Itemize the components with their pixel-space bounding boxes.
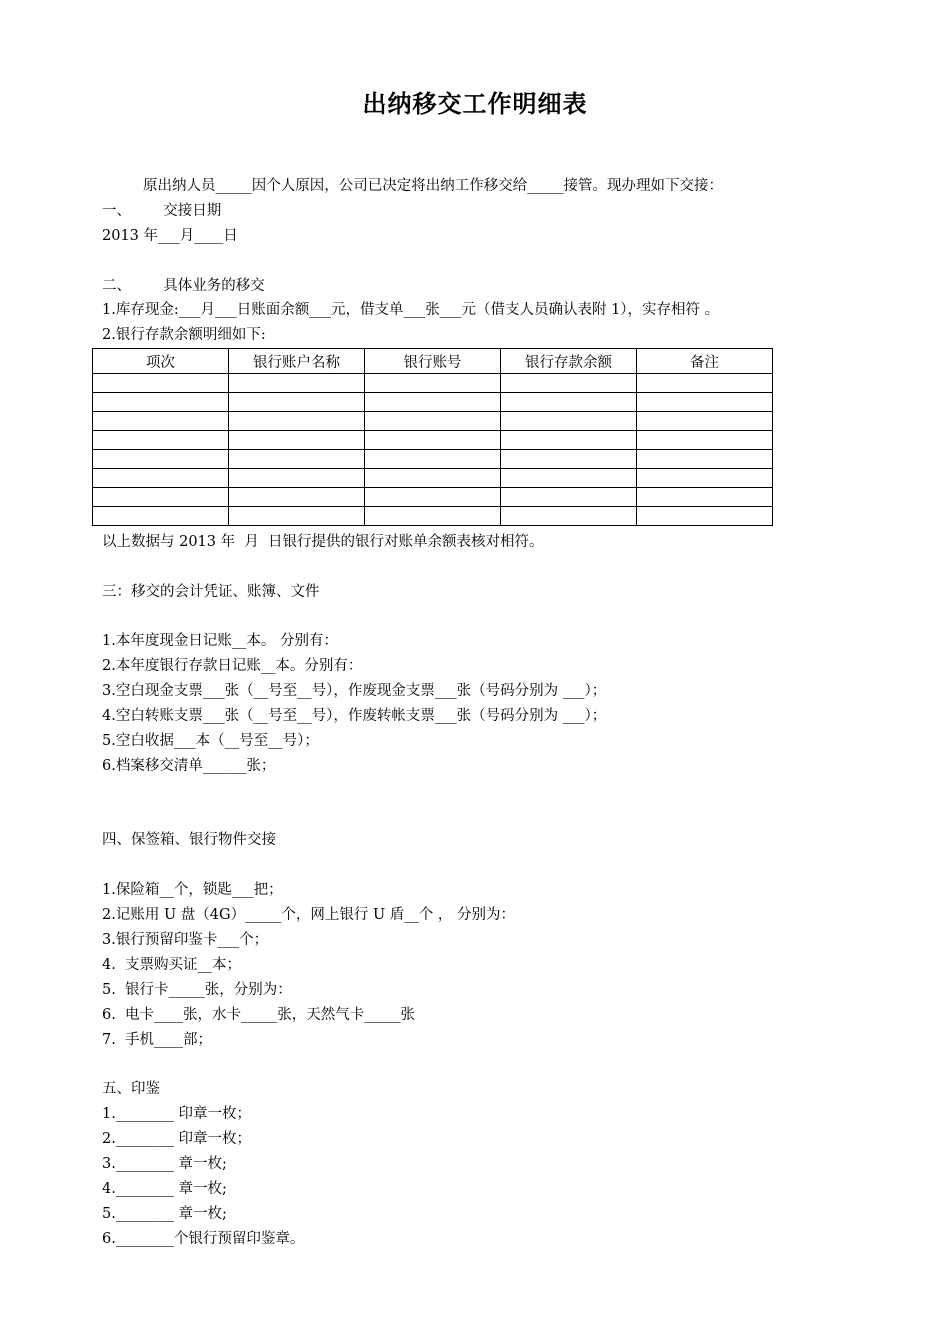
table-cell bbox=[93, 450, 229, 469]
table-cell bbox=[637, 374, 773, 393]
table-cell bbox=[93, 412, 229, 431]
section2-heading: 二、 具体业务的移交 bbox=[102, 278, 265, 294]
list-item: 2.本年度银行存款日记账__本。分别有： bbox=[102, 658, 363, 674]
list-item: 1.________ 印章一枚； bbox=[102, 1106, 251, 1122]
list-item: 3.________ 章一枚; bbox=[102, 1156, 227, 1172]
table-cell bbox=[365, 393, 501, 412]
table-cell bbox=[637, 469, 773, 488]
list-item: 6.档案移交清单______张； bbox=[102, 758, 276, 774]
table-cell bbox=[229, 431, 365, 450]
table-cell bbox=[637, 412, 773, 431]
table-cell bbox=[229, 374, 365, 393]
section1-heading: 一、 交接日期 bbox=[102, 203, 222, 219]
table-row bbox=[93, 450, 773, 469]
table-cell bbox=[501, 431, 637, 450]
table-cell bbox=[93, 469, 229, 488]
table-row bbox=[93, 412, 773, 431]
table-header-cell: 银行账号 bbox=[365, 349, 501, 374]
table-cell bbox=[501, 507, 637, 526]
table-cell bbox=[93, 393, 229, 412]
table-cell bbox=[637, 393, 773, 412]
table-row bbox=[93, 469, 773, 488]
table-header-cell: 项次 bbox=[93, 349, 229, 374]
table-cell bbox=[637, 488, 773, 507]
table-header-cell: 银行存款余额 bbox=[501, 349, 637, 374]
list-item: 4. 支票购买证__本； bbox=[102, 957, 242, 973]
section3-heading: 三：移交的会计凭证、账簿、文件 bbox=[102, 584, 320, 600]
table-cell bbox=[229, 488, 365, 507]
table-cell bbox=[365, 450, 501, 469]
list-item: 5.空白收据___本（__号至__号）； bbox=[102, 733, 319, 749]
table-cell bbox=[365, 488, 501, 507]
table-header-row bbox=[93, 349, 773, 374]
table-cell bbox=[229, 393, 365, 412]
table-cell bbox=[365, 374, 501, 393]
list-item: 4.________ 章一枚; bbox=[102, 1181, 227, 1197]
table-cell bbox=[93, 488, 229, 507]
table-cell bbox=[501, 374, 637, 393]
table-cell bbox=[365, 412, 501, 431]
table-cell bbox=[365, 507, 501, 526]
table-header-cell: 银行账户名称 bbox=[229, 349, 365, 374]
list-item: 3.银行预留印鉴卡___个； bbox=[102, 932, 269, 948]
section5-heading: 五、印鉴 bbox=[102, 1081, 160, 1097]
table-cell bbox=[501, 469, 637, 488]
table-cell bbox=[637, 431, 773, 450]
section4-heading: 四、保签箱、银行物件交接 bbox=[102, 832, 276, 848]
table-header-cell: 备注 bbox=[637, 349, 773, 374]
table-cell bbox=[229, 507, 365, 526]
table-cell bbox=[365, 431, 501, 450]
table-row bbox=[93, 431, 773, 450]
table-cell bbox=[93, 507, 229, 526]
table-row bbox=[93, 374, 773, 393]
list-item: 2.________ 印章一枚； bbox=[102, 1131, 251, 1147]
table-cell bbox=[501, 450, 637, 469]
cash-item: 1.库存现金:___月___日账面余额___元，借支单___张___元（借支人员确认表附 1），实存相符 。 bbox=[102, 302, 720, 318]
table-row bbox=[93, 488, 773, 507]
list-item: 1.本年度现金日记账__本。 分别有： bbox=[102, 633, 338, 649]
table-cell bbox=[637, 450, 773, 469]
table-cell bbox=[93, 374, 229, 393]
table-cell bbox=[637, 507, 773, 526]
handover-date: 2013 年___月____日 bbox=[102, 228, 238, 244]
list-item: 6.________个银行预留印鉴章。 bbox=[102, 1231, 305, 1247]
table-row bbox=[93, 507, 773, 526]
table-cell bbox=[501, 488, 637, 507]
list-item: 6. 电卡____张，水卡_____张，天然气卡_____张 bbox=[102, 1007, 416, 1023]
list-item: 1.保险箱__个，锁匙___把； bbox=[102, 882, 283, 898]
bank-item: 2.银行存款余额明细如下: bbox=[102, 327, 266, 343]
table-cell bbox=[229, 412, 365, 431]
intro-paragraph: 原出纳人员_____因个人原因，公司已决定将出纳工作移交给_____接管。现办理如下交接： bbox=[143, 178, 723, 194]
table-cell bbox=[501, 393, 637, 412]
table-cell bbox=[501, 412, 637, 431]
page-title: 出纳移交工作明细表 bbox=[362, 90, 588, 118]
list-item: 2.记账用 U 盘（4G）_____个，网上银行 U 盾__个 ， 分别为： bbox=[102, 907, 515, 923]
table-row bbox=[93, 393, 773, 412]
list-item: 3.空白现金支票___张（__号至__号），作废现金支票___张（号码分别为 ___）； bbox=[102, 683, 607, 699]
bank-balance-table bbox=[92, 348, 773, 526]
list-item: 5. 银行卡_____张，分别为： bbox=[102, 982, 292, 998]
reconciliation-note: 以上数据与 2013 年 月 日银行提供的银行对账单余额表核对相符。 bbox=[102, 534, 544, 550]
table-cell bbox=[229, 469, 365, 488]
table-cell bbox=[365, 469, 501, 488]
list-item: 7. 手机____部； bbox=[102, 1032, 213, 1048]
table-cell bbox=[93, 431, 229, 450]
table-cell bbox=[229, 450, 365, 469]
list-item: 5.________ 章一枚; bbox=[102, 1206, 227, 1222]
list-item: 4.空白转账支票___张（__号至__号），作废转帐支票___张（号码分别为 ___）； bbox=[102, 708, 607, 724]
